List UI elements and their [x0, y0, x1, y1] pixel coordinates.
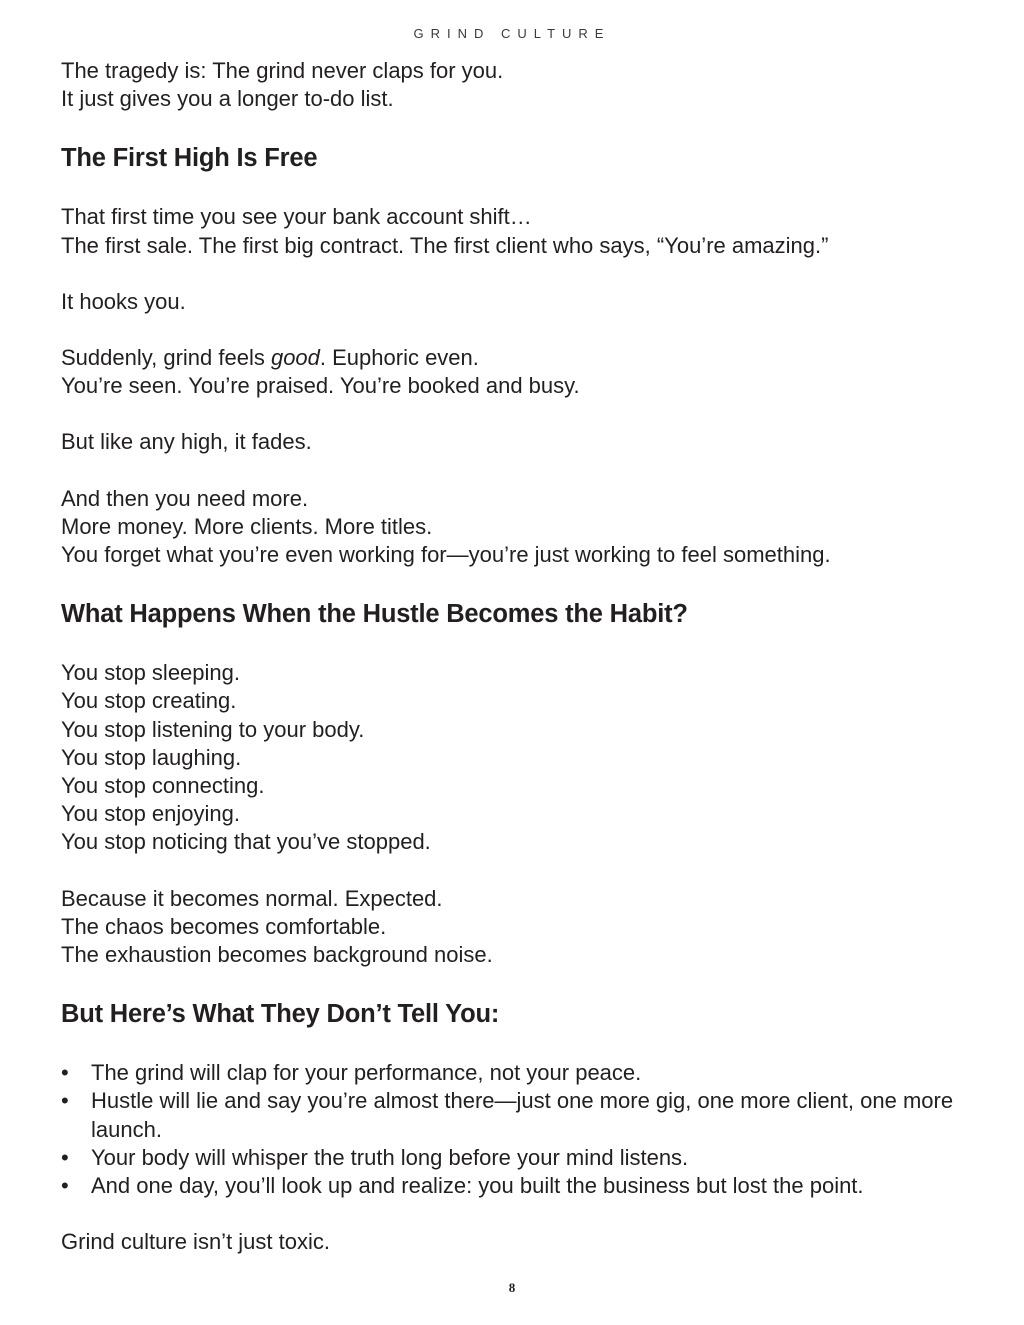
paragraph: [61, 485, 961, 570]
list-item: [61, 1144, 961, 1172]
paragraph: It hooks you.: [61, 288, 186, 314]
paragraph: But like any high, it fades.: [61, 429, 312, 455]
text-line: The tragedy is: The grind never claps for you.: [61, 58, 504, 83]
text-line: You stop listening to your body.: [61, 716, 365, 742]
list-item-text: The grind will clap for your performance, not your peace.: [91, 1060, 642, 1086]
emphasis-text: good: [270, 345, 320, 371]
bullet-list: [61, 1059, 961, 1200]
section-heading-first-high: The First High Is Free: [61, 144, 318, 173]
text-line: You forget what you’re even working for—you’re just working to feel something.: [61, 542, 831, 568]
list-item-text: And one day, you’ll look up and realize: you built the business but lost the point.: [91, 1173, 864, 1199]
paragraph: [61, 885, 961, 970]
paragraph: [61, 203, 961, 259]
text-line: The exhaustion becomes background noise.: [61, 942, 493, 968]
list-item: [61, 1172, 961, 1200]
text-line: You stop connecting.: [61, 773, 265, 799]
text-line: It just gives you a longer to-do list.: [61, 86, 394, 112]
bullet-icon: •: [61, 1088, 69, 1114]
text-line: And then you need more.: [61, 485, 309, 511]
section-heading-dont-tell-you: But Here’s What They Don’t Tell You:: [61, 1000, 500, 1029]
bullet-icon: •: [61, 1173, 69, 1199]
page-body: [61, 57, 961, 1284]
text-line: You stop laughing.: [61, 744, 242, 770]
text-line: More money. More clients. More titles.: [61, 513, 433, 539]
list-item: [61, 1059, 961, 1087]
section-heading-hustle-habit: What Happens When the Hustle Becomes the Habit?: [61, 600, 688, 629]
text-line: You stop noticing that you’ve stopped.: [61, 829, 431, 855]
text-run: Suddenly, grind feels: [61, 345, 271, 371]
text-line: Because it becomes normal. Expected.: [61, 885, 443, 911]
bullet-icon: •: [61, 1060, 69, 1086]
text-line: You stop enjoying.: [61, 801, 240, 827]
paragraph: [61, 659, 961, 856]
bullet-icon: •: [61, 1144, 69, 1170]
closing-paragraph: Grind culture isn’t just toxic.: [61, 1229, 330, 1255]
list-item: [61, 1087, 961, 1143]
text-line: You stop creating.: [61, 688, 237, 714]
text-line: The first sale. The first big contract. The first client who says, “You’re amazing.”: [61, 232, 829, 258]
text-line: You’re seen. You’re praised. You’re booked and busy.: [61, 373, 580, 399]
paragraph: [61, 344, 961, 400]
page-number: 8: [508, 1280, 516, 1295]
text-line: The chaos becomes comfortable.: [61, 913, 387, 939]
text-line: That first time you see your bank account shift…: [61, 204, 532, 230]
text-line: [61, 344, 961, 372]
text-line: You stop sleeping.: [61, 660, 240, 686]
running-header: GRIND CULTURE: [413, 26, 611, 41]
list-item-text: Hustle will lie and say you’re almost there—just one more gig, one more client, one more launch.: [91, 1088, 954, 1142]
list-item-text: Your body will whisper the truth long before your mind listens.: [91, 1144, 689, 1170]
intro-paragraph: [61, 57, 961, 113]
text-run: . Euphoric even.: [319, 345, 479, 371]
